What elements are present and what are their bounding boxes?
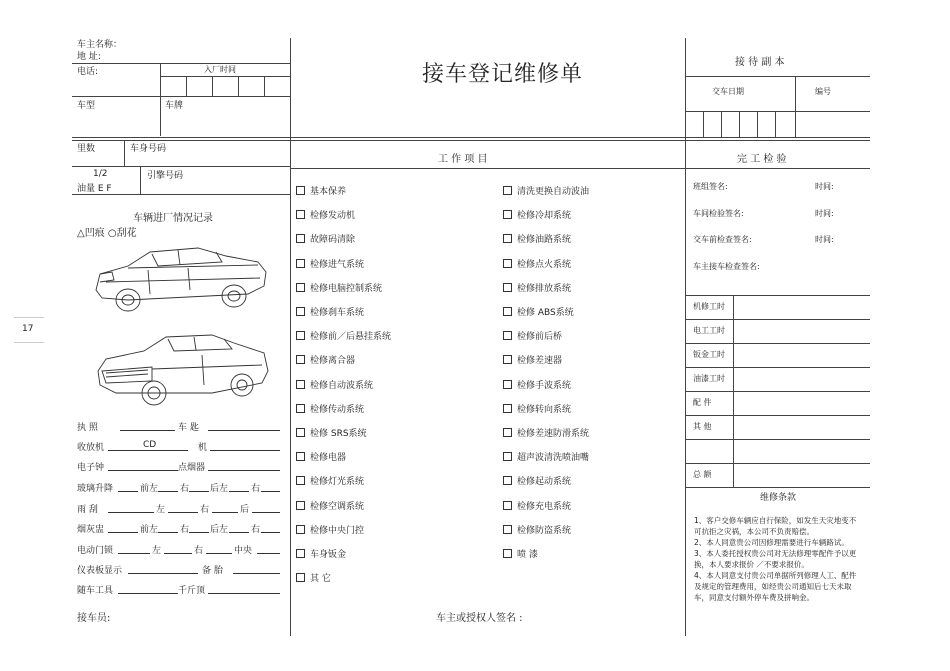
work-item-label: 清洗更换自动波油	[517, 187, 590, 197]
work-item-label: 故障码清除	[310, 235, 356, 246]
checkbox-icon[interactable]	[296, 234, 305, 243]
work-item[interactable]	[503, 547, 538, 560]
work-item[interactable]	[296, 450, 346, 463]
cost-label: 机修工时	[693, 302, 725, 311]
line	[160, 76, 290, 77]
terms-title: 维修条款	[760, 493, 797, 503]
checkbox-icon[interactable]	[503, 307, 512, 316]
line	[703, 111, 704, 137]
work-item[interactable]	[296, 547, 346, 560]
copy-title: 接 待 副 本	[735, 57, 785, 68]
work-item[interactable]	[296, 402, 364, 415]
work-item[interactable]	[503, 329, 562, 342]
divider-middle-right	[685, 38, 686, 636]
signature-label: 车间检验签名:	[693, 208, 744, 218]
line	[757, 111, 758, 137]
line	[140, 166, 141, 194]
work-item[interactable]	[503, 499, 571, 512]
work-item-label: 基本保养	[310, 187, 347, 197]
delivery-date-label: 交车日期	[712, 87, 744, 96]
work-item[interactable]	[296, 281, 382, 294]
work-item-label: 检修起动系统	[517, 477, 572, 488]
field-window: 玻璃升降	[77, 484, 114, 494]
checkbox-icon[interactable]	[296, 452, 305, 461]
checkbox-icon[interactable]	[503, 234, 512, 243]
work-item[interactable]	[503, 353, 562, 366]
work-item-label: 检修刹车系统	[310, 308, 365, 318]
line	[124, 140, 125, 166]
part-label: 后	[240, 505, 250, 515]
work-item[interactable]	[503, 426, 589, 439]
work-item-label: 检修充电系统	[517, 501, 572, 512]
cost-row-line	[685, 343, 870, 344]
cost-label: 电工工时	[693, 326, 725, 335]
line[interactable]	[164, 553, 192, 554]
checkbox-icon[interactable]	[296, 355, 305, 364]
work-items-header: 工 作 项 目	[438, 154, 488, 165]
field-radio-machine: 机	[198, 443, 208, 453]
cost-row-line	[685, 439, 870, 440]
checkbox-icon[interactable]	[503, 380, 512, 389]
line[interactable]	[208, 593, 280, 594]
line	[685, 76, 870, 77]
checkbox-icon[interactable]	[503, 428, 512, 437]
work-item[interactable]	[296, 329, 391, 342]
term-item: 3、本人委托授权贵公司对无法修理零配件予以更换，本人要求报价 ／不要求报价。	[694, 549, 857, 569]
line	[290, 168, 685, 169]
work-item-label: 检修空调系统	[310, 501, 365, 512]
cost-label: 其 他	[693, 422, 712, 431]
line	[72, 166, 290, 167]
part-label: 右	[180, 525, 190, 535]
work-item-label: 检修手波系统	[517, 380, 572, 391]
line[interactable]	[158, 491, 178, 492]
part-label: 左	[156, 505, 166, 515]
part-label: 右	[251, 525, 261, 535]
line	[721, 111, 722, 137]
line	[72, 194, 290, 195]
work-item[interactable]	[296, 353, 355, 366]
work-item-label: 检修进气系统	[310, 259, 365, 270]
work-item[interactable]	[296, 305, 364, 318]
signature-label: 交车前检查签名:	[693, 235, 752, 244]
work-item-label: 检修冷却系统	[517, 211, 572, 222]
checkbox-icon[interactable]	[503, 476, 512, 485]
checkbox-icon[interactable]	[503, 452, 512, 461]
work-item-label: 检修前／后悬挂系统	[310, 332, 392, 343]
line[interactable]	[252, 512, 280, 513]
line[interactable]	[118, 491, 138, 492]
field-lighter: 点烟器	[178, 463, 206, 473]
part-label: 中央	[234, 546, 253, 556]
field-clock: 电子钟	[77, 463, 105, 473]
line[interactable]	[168, 512, 198, 513]
field-radio-line[interactable]	[108, 450, 188, 451]
work-item-label: 检修前后桥	[517, 332, 563, 343]
work-item[interactable]	[503, 232, 571, 245]
work-item-label: 检修 SRS系统	[310, 429, 367, 439]
line[interactable]	[261, 532, 280, 533]
work-item-label: 超声波清洗喷油嘴	[517, 453, 590, 464]
line	[160, 63, 161, 136]
checkbox-icon[interactable]	[296, 404, 305, 413]
checkbox-icon[interactable]	[296, 525, 305, 534]
work-item-label: 检修 ABS系统	[517, 308, 574, 318]
field-license-line[interactable]	[120, 430, 175, 431]
work-item-label: 检修排放系统	[517, 283, 572, 294]
line[interactable]	[158, 532, 178, 533]
work-item-label: 检修中央门控	[310, 525, 365, 536]
work-item-label: 检修差速器	[517, 356, 563, 367]
divider-left-middle	[290, 38, 291, 636]
checkbox-icon[interactable]	[503, 355, 512, 364]
page-number: 17	[22, 324, 34, 334]
checkbox-icon[interactable]	[503, 525, 512, 534]
cost-row-line	[685, 487, 870, 488]
work-item-label: 检修油路系统	[517, 235, 572, 246]
terms-list	[694, 515, 862, 603]
checkbox-icon[interactable]	[296, 210, 305, 219]
work-item-label: 检修防盗系统	[517, 525, 572, 536]
checkbox-icon[interactable]	[296, 380, 305, 389]
cost-label: 配 件	[693, 398, 712, 407]
checkbox-icon[interactable]	[296, 549, 305, 558]
line[interactable]	[206, 553, 232, 554]
part-label: 右	[194, 546, 204, 556]
fuel-label: 油量 E F	[77, 184, 112, 194]
model-label: 车型	[77, 101, 96, 111]
part-label: 右	[200, 505, 210, 515]
cost-row-line	[685, 391, 870, 392]
work-item[interactable]	[503, 305, 574, 318]
checkbox-icon[interactable]	[296, 259, 305, 268]
field-wiper: 雨 刮	[77, 505, 98, 515]
work-item[interactable]	[296, 184, 346, 197]
line[interactable]	[261, 491, 280, 492]
checkbox-icon[interactable]	[503, 210, 512, 219]
line	[685, 111, 870, 112]
work-item-label: 其 它	[310, 574, 331, 585]
field-tools: 随车工具	[77, 586, 114, 596]
line	[685, 168, 870, 169]
work-item-label: 检修差速防滑系统	[517, 429, 590, 439]
line[interactable]	[118, 553, 150, 554]
line[interactable]	[257, 553, 280, 554]
field-door-lock: 电动门锁	[77, 546, 114, 556]
field-key: 车 匙	[178, 423, 199, 433]
work-item-label: 检修电器	[310, 453, 347, 464]
term-item: 1、客户交修车辆应自行保险，如发生天灾地变不可抗拒之灾祸，本公司不负责赔偿。	[694, 516, 857, 536]
checkbox-icon[interactable]	[503, 331, 512, 340]
work-item[interactable]	[296, 378, 373, 391]
car-front-illustration	[92, 327, 272, 413]
fuel-fraction: 1/2	[93, 169, 108, 179]
damage-legend: △凹痕 ○刮花	[77, 228, 137, 239]
cost-label: 总 额	[693, 470, 712, 479]
line[interactable]	[229, 491, 249, 492]
checkbox-icon[interactable]	[296, 283, 305, 292]
line	[212, 76, 213, 96]
cost-row-line	[685, 319, 870, 320]
work-item[interactable]	[503, 378, 571, 391]
line	[775, 111, 776, 137]
work-item[interactable]	[296, 571, 331, 584]
cost-row-line	[685, 367, 870, 368]
completion-header: 完 工 检 验	[737, 154, 787, 165]
part-label: 前左	[140, 484, 159, 494]
work-item-label: 检修点火系统	[517, 259, 572, 270]
work-item-label: 检修自动波系统	[310, 380, 374, 391]
checkbox-icon[interactable]	[503, 549, 512, 558]
line[interactable]	[189, 491, 209, 492]
part-label: 右	[251, 484, 261, 494]
receiver-label: 接车员:	[77, 613, 111, 624]
number-label: 编号	[815, 87, 831, 96]
line[interactable]	[229, 532, 249, 533]
field-dashboard: 仪表板显示	[77, 566, 123, 576]
checkbox-icon[interactable]	[296, 573, 305, 582]
work-item[interactable]	[503, 523, 571, 536]
field-clock-line[interactable]	[108, 470, 178, 471]
car-side-illustration	[88, 238, 272, 324]
line[interactable]	[128, 573, 198, 574]
work-item-label: 检修离合器	[310, 356, 356, 367]
line	[795, 76, 796, 137]
line[interactable]	[189, 532, 209, 533]
part-label: 左	[152, 546, 162, 556]
line[interactable]	[118, 593, 178, 594]
term-item: 2、本人同意贵公司因修理需要进行车辆路试。	[694, 538, 849, 547]
line	[186, 76, 187, 96]
owner-signature-label: 车主或授权人签名 :	[436, 613, 523, 624]
signature-time: 时间:	[815, 208, 834, 218]
work-item[interactable]	[503, 450, 589, 463]
engine-no-label: 引擎号码	[147, 171, 184, 181]
work-item-label: 检修发动机	[310, 211, 356, 222]
cost-label: 钣金工时	[693, 350, 725, 359]
checkbox-icon[interactable]	[503, 259, 512, 268]
work-item[interactable]	[503, 208, 571, 221]
cost-row-line	[685, 463, 870, 464]
field-license: 执 照	[77, 423, 98, 433]
part-label: 后左	[210, 525, 229, 535]
line	[685, 295, 870, 296]
vin-label: 车身号码	[130, 144, 167, 154]
line[interactable]	[212, 512, 238, 513]
work-item[interactable]	[296, 257, 364, 270]
work-item-label: 检修灯光系统	[310, 477, 365, 488]
phone-label: 电话:	[77, 67, 99, 77]
checkbox-icon[interactable]	[296, 186, 305, 195]
owner-name-label: 车主名称：	[77, 40, 123, 50]
line	[238, 76, 239, 96]
field-machine-line[interactable]	[210, 450, 280, 451]
part-label: 后左	[210, 484, 229, 494]
field-spare-tire: 备 胎	[202, 566, 223, 576]
signature-time: 时间:	[815, 182, 834, 191]
line[interactable]	[108, 512, 154, 513]
checkbox-icon[interactable]	[503, 501, 512, 510]
field-radio-value: CD	[143, 440, 157, 450]
work-item[interactable]	[503, 402, 571, 415]
work-item[interactable]	[503, 257, 571, 270]
cost-label: 油漆工时	[693, 374, 725, 383]
signature-time: 时间:	[815, 235, 834, 244]
line	[264, 76, 265, 96]
field-jack: 千斤顶	[178, 586, 206, 596]
line	[739, 111, 740, 137]
cost-row-line	[685, 415, 870, 416]
work-item[interactable]	[503, 184, 589, 197]
field-key-line[interactable]	[208, 430, 280, 431]
work-item[interactable]	[503, 281, 571, 294]
line[interactable]	[233, 573, 280, 574]
work-item[interactable]	[503, 474, 571, 487]
checkbox-icon[interactable]	[296, 307, 305, 316]
inspection-title: 车辆进厂情况记录	[133, 213, 213, 224]
part-label: 右	[180, 484, 190, 494]
work-item[interactable]	[296, 232, 355, 245]
work-item[interactable]	[296, 523, 364, 536]
work-item[interactable]	[296, 208, 355, 221]
work-item-label: 车身钣金	[310, 550, 347, 560]
plate-label: 车牌	[165, 101, 184, 111]
work-item[interactable]	[296, 474, 364, 487]
work-item[interactable]	[296, 426, 367, 439]
work-item-label: 检修转向系统	[517, 404, 572, 415]
checkbox-icon[interactable]	[503, 404, 512, 413]
checkbox-icon[interactable]	[296, 331, 305, 340]
address-label: 地 址:	[77, 52, 101, 62]
term-item: 4、本人同意支付贵公司单据所列修理人工、配件及规定的管理费用，如经贵公司通知后七天未取车，同意支付额外停车费及拼响金。	[694, 571, 857, 602]
mileage-label: 里数	[77, 144, 96, 154]
field-lighter-line[interactable]	[208, 470, 280, 471]
page-title: 接车登记维修单	[422, 62, 584, 87]
checkbox-icon[interactable]	[296, 428, 305, 437]
line	[72, 96, 290, 97]
signature-label: 班组签名:	[693, 182, 728, 191]
signature-label: 车主接车检查签名:	[693, 261, 760, 271]
line[interactable]	[108, 532, 138, 533]
checkbox-icon[interactable]	[296, 501, 305, 510]
line	[72, 140, 870, 141]
part-label: 前左	[140, 525, 159, 535]
checkbox-icon[interactable]	[503, 283, 512, 292]
checkbox-icon[interactable]	[296, 476, 305, 485]
work-item-label: 检修传动系统	[310, 404, 365, 415]
line	[72, 137, 870, 138]
checkbox-icon[interactable]	[503, 186, 512, 195]
field-ashtray: 烟灰盅	[77, 525, 105, 535]
work-item-label: 检修电脑控制系统	[310, 283, 383, 294]
field-radio: 收放机	[77, 443, 105, 453]
work-item-label: 喷 漆	[517, 550, 538, 560]
entry-time-label: 入厂时间	[204, 65, 236, 74]
work-item[interactable]	[296, 499, 364, 512]
line	[72, 63, 290, 64]
